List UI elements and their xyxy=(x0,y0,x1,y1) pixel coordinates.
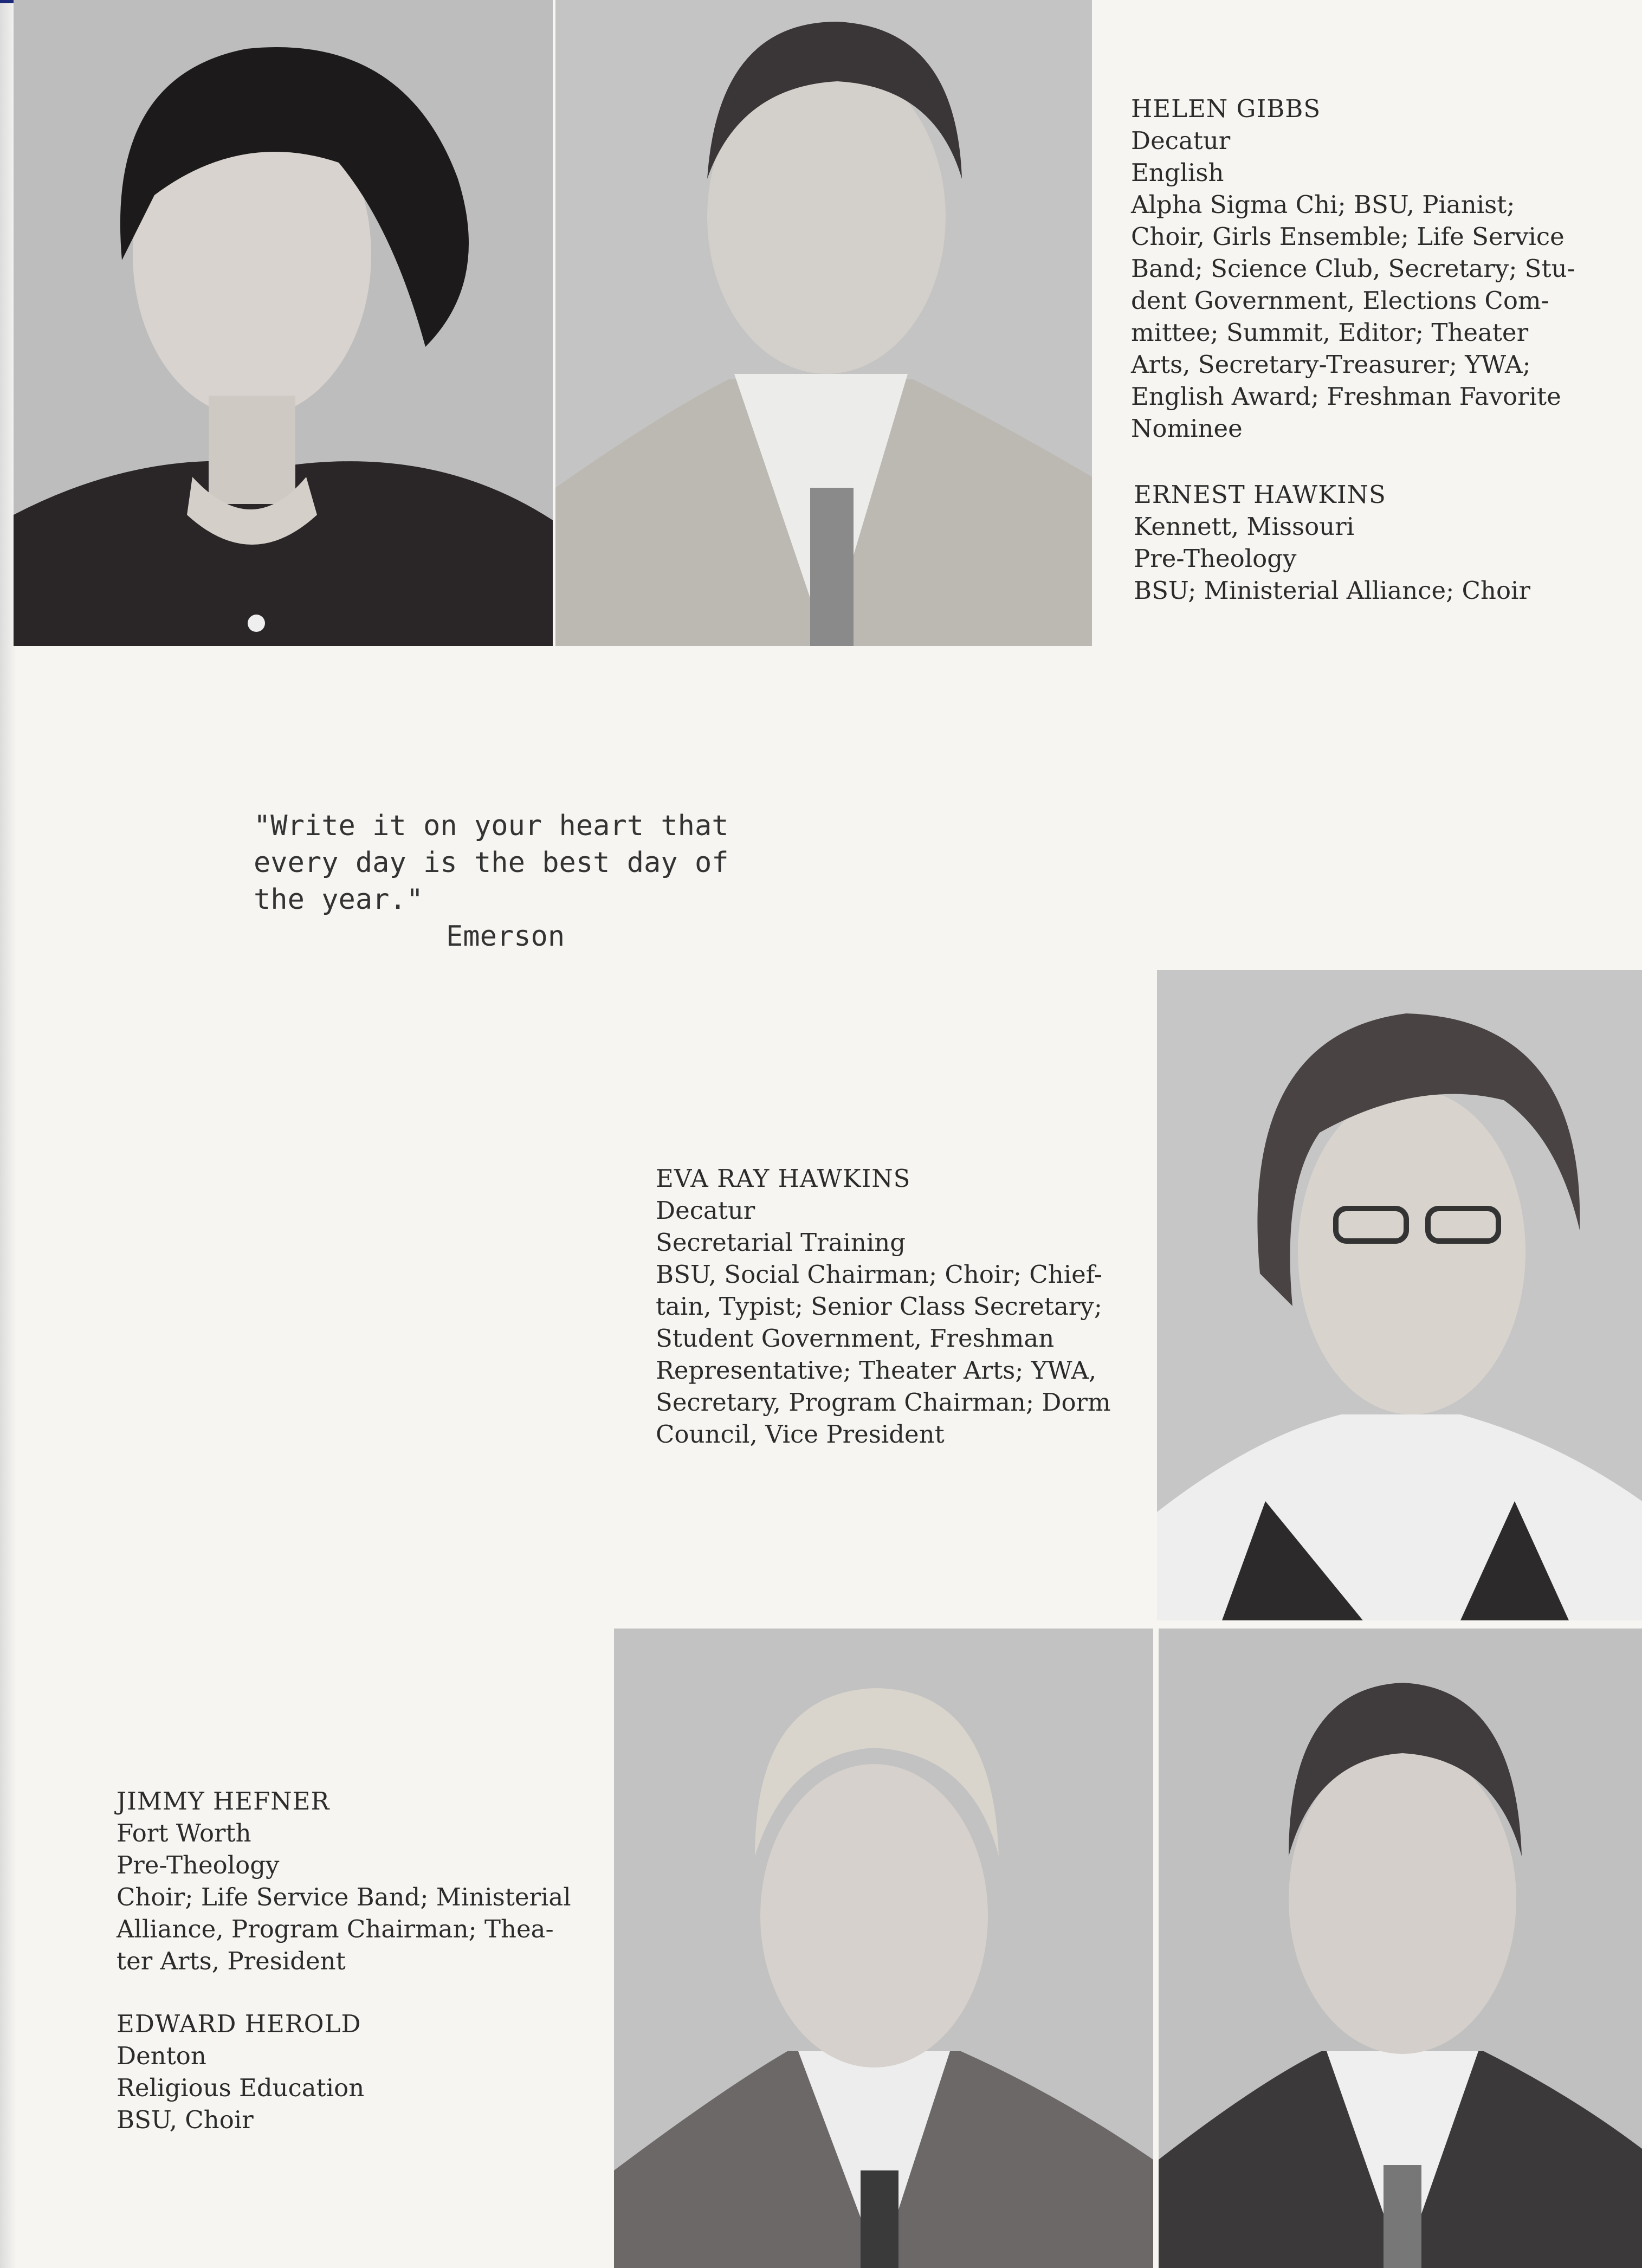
student-major: Pre-Theology xyxy=(1134,544,1297,573)
activities-line: Council, Vice President xyxy=(656,1420,945,1449)
portrait-helen-gibbs xyxy=(14,0,553,646)
activities-line: Secretary, Program Chairman; Dorm xyxy=(656,1388,1111,1417)
activities-line: Alpha Sigma Chi; BSU, Pianist; xyxy=(1131,190,1515,219)
activities-line: dent Government, Elections Com- xyxy=(1131,286,1549,315)
activities-line: Student Government, Freshman xyxy=(656,1324,1055,1353)
student-hometown: Decatur xyxy=(656,1196,755,1225)
activities-line: BSU, Choir xyxy=(117,2105,254,2134)
bio-edward-herold xyxy=(117,2008,574,2136)
bio-ernest-hawkins xyxy=(1134,479,1588,606)
activities-line: Representative; Theater Arts; YWA, xyxy=(656,1356,1097,1385)
activities-line: BSU; Ministerial Alliance; Choir xyxy=(1134,576,1530,605)
bio-jimmy-hefner xyxy=(117,1785,574,1977)
activities-line: Choir, Girls Ensemble; Life Service xyxy=(1131,222,1565,251)
activities-line: mittee; Summit, Editor; Theater xyxy=(1131,318,1529,347)
portrait-ernest-hawkins xyxy=(555,0,1092,646)
activities-line: Alliance, Program Chairman; Thea- xyxy=(117,1915,554,1943)
student-hometown: Denton xyxy=(117,2041,206,2070)
activities-line: Arts, Secretary-Treasurer; YWA; xyxy=(1131,350,1531,379)
activities-line: Nominee xyxy=(1131,414,1243,443)
student-hometown: Decatur xyxy=(1131,126,1231,155)
portrait-jimmy-hefner xyxy=(614,1629,1153,2268)
quote-line: the year." xyxy=(254,883,424,916)
bio-helen-gibbs xyxy=(1131,93,1585,444)
emerson-quote xyxy=(254,807,806,955)
student-major: Pre-Theology xyxy=(117,1851,280,1879)
student-name: EVA RAY HAWKINS xyxy=(656,1164,911,1193)
quote-author: Emerson xyxy=(446,920,565,953)
activities-line: Band; Science Club, Secretary; Stu- xyxy=(1131,254,1575,283)
activities-line: BSU, Social Chairman; Choir; Chief- xyxy=(656,1260,1102,1289)
bio-eva-ray-hawkins xyxy=(656,1162,1111,1450)
quote-line: "Write it on your heart that xyxy=(254,810,729,842)
student-major: English xyxy=(1131,158,1224,187)
activities-line: Choir; Life Service Band; Ministerial xyxy=(117,1883,571,1911)
portrait-edward-herold xyxy=(1159,1629,1642,2268)
activities-line: English Award; Freshman Favorite xyxy=(1131,382,1561,411)
student-hometown: Fort Worth xyxy=(117,1819,251,1847)
quote-line: every day is the best day of xyxy=(254,847,729,879)
student-major: Secretarial Training xyxy=(656,1228,906,1257)
portrait-eva-ray-hawkins xyxy=(1157,970,1642,1620)
student-hometown: Kennett, Missouri xyxy=(1134,512,1355,541)
student-name: ERNEST HAWKINS xyxy=(1134,480,1386,509)
activities-line: tain, Typist; Senior Class Secretary; xyxy=(656,1292,1102,1321)
student-name: HELEN GIBBS xyxy=(1131,94,1321,123)
student-name: EDWARD HEROLD xyxy=(117,2009,361,2038)
student-name: JIMMY HEFNER xyxy=(117,1787,330,1815)
student-major: Religious Education xyxy=(117,2073,365,2102)
activities-line: ter Arts, President xyxy=(117,1947,346,1975)
